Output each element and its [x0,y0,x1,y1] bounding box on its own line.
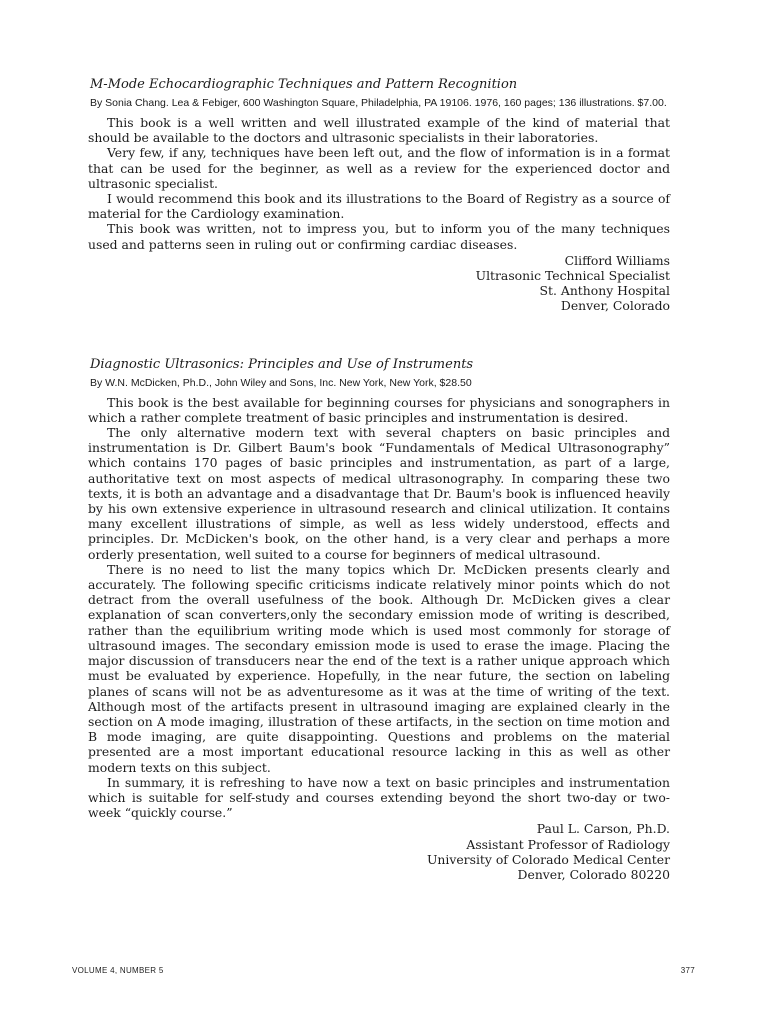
review-2-book-info: By W.N. McDicken, Ph.D., John Wiley and Sons, Inc. New York, New York, $28.50 [90,376,472,389]
reviewer-name: Clifford Williams [564,252,670,268]
review-1-book-title: M-Mode Echocardiographic Techniques and Pattern Recognition [90,77,518,92]
review-1 [88,76,670,314]
page-content [88,76,670,882]
reviewer-location: Denver, Colorado [560,298,670,314]
review-1-book-info: By Sonia Chang. Lea & Febiger, 600 Washington Square, Philadelphia, PA 19106. 1976, 160 pages; 136 illustrations. $7.00. [90,97,667,109]
page-number: 377 [680,966,695,975]
reviewer-name: Paul L. Carson, Ph.D. [536,821,670,837]
reviewer-title: Ultrasonic Technical Specialist [475,268,670,284]
review-2-paragraph: There is no need to list the many topics which Dr. McDicken presents clearly and accurately. The following specific criticisms indicate relatively minor points which do not detract from the overall usefulness of the book. Although Dr. McDicken gives a clear explanation of scan converters,only the secondary emission mode of writing is described, rather than the equilibrium writing mode which is used most commonly for storage of ultrasound images. The secondary emission mode is used to erase the image. Placing the major discussion of transducers near the end of the text is a rather unique approach which must be evaluated by experience. Hopefully, in the near future, the section on labeling planes of scans will not be as adventuresome as it was at the time of writing of the text. Although most of the artifacts present in ultrasound imaging are explained clearly in the section on A mode imaging, illustration of these artifacts, in the section on time motion and B mode imaging, are quite disappointing. Questions and problems on the material presented are a most important educational resource lacking in this as well as other modern texts on this subject. [88,561,670,775]
review-1-paragraph: Very few, if any, techniques have been left out, and the flow of information is in a format that can be used for the beginner, as well as a review for the experienced doctor and ultrasonic specialist. [88,145,670,191]
review-2-body [88,395,670,821]
review-2-book-title: Diagnostic Ultrasonics: Principles and Use of Instruments [90,356,474,372]
review-1-paragraph: This book was written, not to impress you, but to inform you of the many techniques used and patterns seen in ruling out or confirming cardiac diseases. [88,221,670,252]
reviewer-institution: St. Anthony Hospital [539,283,670,299]
review-2-paragraph: This book is the best available for beginning courses for physicians and sonographers in which a rather complete treatment of basic principles and instrumentation is desired. [88,394,670,425]
reviewer-title: Assistant Professor of Radiology [466,836,670,852]
reviewer-location: Denver, Colorado 80220 [517,866,670,882]
review-2-paragraph: In summary, it is refreshing to have now a text on basic principles and instrumentation which is suitable for self-study and courses extending beyond the short two-day or two-week “quickly course.” [88,774,670,821]
review-1-signature [88,253,670,314]
review-2 [88,356,670,883]
review-2-paragraph: The only alternative modern text with several chapters on basic principles and instrumentation is Dr. Gilbert Baum's book “Fundamentals of Medical Ultrasonography” which contains 170 pages of basic principles and instrumentation, as part of a large, authoritative text on most aspects of medical ultrasonography. In comparing these two texts, it is both an advantage and a disadvantage that Dr. Baum's book is influenced heavily by his own extensive experience in ultrasound research and clinical utilization. It contains many excellent illustrations of simple, as well as less widely understood, effects and principles. Dr. McDicken's book, on the other hand, is a very clear and perhaps a more orderly presentation, well suited to a course for beginners of medical ultrasound. [88,425,670,562]
review-1-body [88,115,670,252]
review-1-paragraph: I would recommend this book and its illustrations to the Board of Registry as a source of material for the Cardiology examination. [88,191,670,222]
journal-volume-label: VOLUME 4, NUMBER 5 [72,966,164,975]
review-1-paragraph: This book is a well written and well illustrated example of the kind of material that should be available to the doctors and ultrasonic specialists in their laboratories. [88,115,670,146]
review-2-signature [88,821,670,882]
reviewer-institution: University of Colorado Medical Center [426,851,670,867]
